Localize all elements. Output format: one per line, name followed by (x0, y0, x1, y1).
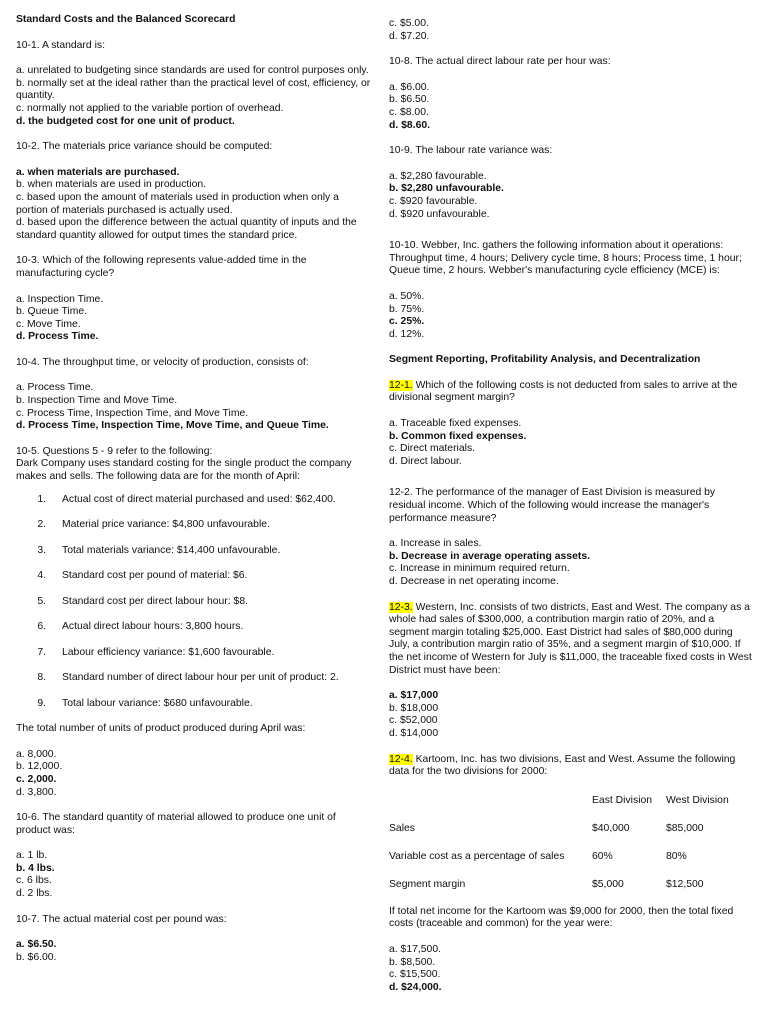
answer-option: c. normally not applied to the variable portion of overhead. (16, 102, 284, 114)
question-10-10 (389, 240, 754, 341)
answer-option: c. 25%. (389, 316, 425, 328)
answer-option: d. 12%. (389, 328, 425, 340)
answer-option: a. unrelated to budgeting since standards are used for control purposes only. (16, 65, 369, 77)
answer-option: a. Inspection Time. (16, 293, 104, 305)
question-stem: 10-1. A standard is: (16, 39, 105, 51)
answer-option: a. 50%. (389, 290, 425, 302)
answer-option: a. when materials are purchased. (16, 166, 180, 178)
table-header-cell (389, 788, 592, 816)
question-10-9 (389, 145, 754, 221)
question-stem: 10-2. The materials price variance should be computed: (16, 141, 273, 153)
table-row (389, 844, 754, 872)
option-list (16, 939, 371, 964)
highlighted-question-number: 12-4. (389, 753, 413, 765)
question-stem: 10-3. Which of the following represents value-added time in the manufacturing cycle? (16, 255, 307, 279)
fact-item (16, 596, 371, 622)
answer-option: a. $2,280 favourable. (389, 170, 487, 182)
fact-number: 1. (37, 493, 46, 505)
answer-option: d. Process Time, Inspection Time, Move Time, and Queue Time. (16, 420, 329, 432)
question-stem: 10-4. The throughput time, or velocity of production, consists of: (16, 356, 309, 368)
answer-option: a. Increase in sales. (389, 538, 482, 550)
fact-item (16, 647, 371, 673)
question-stem (389, 602, 754, 678)
option-list (389, 538, 754, 588)
answer-option: d. Process Time. (16, 331, 99, 343)
section-title-segment-reporting: Segment Reporting, Profitability Analysis, and Decentralization (389, 354, 701, 366)
question-stem (389, 380, 754, 405)
option-list (16, 167, 371, 243)
answer-option: c. 6 lbs. (16, 875, 52, 887)
answer-option: a. $6.50. (16, 939, 57, 951)
table-cell: $12,500 (666, 879, 704, 891)
table-cell: Segment margin (389, 879, 466, 891)
answer-option: c. Move Time. (16, 318, 81, 330)
fact-item (16, 519, 371, 545)
answer-option: d. $7.20. (389, 30, 430, 42)
option-list (389, 690, 754, 740)
answer-option: a. Traceable fixed expenses. (389, 418, 522, 430)
fact-list (16, 494, 371, 724)
question-10-7-continued (389, 18, 754, 43)
question-10-5 (16, 446, 371, 799)
table-row (389, 816, 754, 844)
option-list (16, 65, 371, 128)
answer-option: c. $52,000 (389, 715, 438, 727)
answer-option: b. Common fixed expenses. (389, 430, 527, 442)
fact-item (16, 621, 371, 647)
answer-option: d. 3,800. (16, 786, 57, 798)
answer-option: a. 1 lb. (16, 850, 48, 862)
table-cell: Variable cost as a percentage of sales (389, 851, 565, 863)
question-text: Western, Inc. consists of two districts, East and West. The company as a whole had sales of $300,000, a contribution margin ratio of 20%, and a segment margin totaling $25,000. East District had sales of $80,000 during July, a contribution margin ratio of 35%, and a segment margin of $10,000. If the net income of Western for July is $11,000, the traceable fixed costs in West District must have been: (389, 601, 752, 676)
answer-option: a. $6.00. (389, 81, 430, 93)
answer-option: b. $2,280 unfavourable. (389, 183, 504, 195)
answer-option: c. based upon the amount of materials used in production when only a portion of materials purchased is actually used. (16, 191, 339, 216)
answer-option: a. Process Time. (16, 382, 94, 394)
fact-number: 2. (37, 519, 46, 531)
table-cell: 60% (592, 851, 613, 863)
answer-option: c. $920 favourable. (389, 195, 478, 207)
fact-number: 6. (37, 621, 46, 633)
answer-option: d. Decrease in net operating income. (389, 576, 559, 587)
option-list (16, 850, 371, 900)
question-10-2 (16, 141, 371, 242)
fact-text: Total labour variance: $680 unfavourable. (62, 697, 253, 709)
highlighted-question-number: 12-1. (389, 379, 413, 391)
option-list (16, 749, 371, 799)
question-12-4 (389, 754, 754, 995)
question-10-3 (16, 255, 371, 344)
answer-option: d. $24,000. (389, 981, 442, 993)
fact-text: Labour efficiency variance: $1,600 favourable. (62, 646, 275, 658)
right-column (389, 18, 754, 1007)
answer-option: c. Increase in minimum required return. (389, 563, 570, 575)
question-stem-line-1: 10-5. Questions 5 - 9 refer to the following: (16, 445, 213, 457)
question-10-7 (16, 914, 371, 965)
fact-number: 8. (37, 672, 46, 684)
question-stem: 10-9. The labour rate variance was: (389, 145, 553, 157)
option-list (389, 82, 754, 132)
table-cell: $5,000 (592, 879, 624, 891)
question-stem: 10-7. The actual material cost per pound was: (16, 913, 227, 925)
option-list (389, 171, 754, 221)
question-10-6 (16, 812, 371, 901)
fact-text: Total materials variance: $14,400 unfavourable. (62, 544, 281, 556)
question-12-2 (389, 487, 754, 588)
answer-option: c. Direct materials. (389, 443, 476, 455)
answer-option: d. 2 lbs. (16, 888, 53, 900)
table-header-cell: West Division (666, 795, 729, 807)
answer-option: b. $18,000 (389, 702, 439, 714)
question-prompt: The total number of units of product produced during April was: (16, 723, 306, 735)
table-header-cell: East Division (592, 795, 653, 807)
question-12-1 (389, 380, 754, 469)
answer-option: c. $5.00. (389, 18, 429, 29)
table-row (389, 872, 754, 900)
question-12-3 (389, 602, 754, 741)
table-cell: $40,000 (592, 823, 630, 835)
answer-option: d. $14,000 (389, 727, 439, 739)
question-stem: 10-6. The standard quantity of material allowed to produce one unit of product was: (16, 812, 336, 836)
fact-item (16, 494, 371, 520)
option-list (389, 418, 754, 468)
answer-option: b. Decrease in average operating assets. (389, 550, 590, 562)
question-stem: 10-8. The actual direct labour rate per hour was: (389, 56, 611, 68)
table-header-row (389, 788, 754, 816)
option-list (389, 291, 754, 341)
fact-number: 4. (37, 570, 46, 582)
section-title-standard-costs: Standard Costs and the Balanced Scorecard (16, 14, 236, 25)
fact-item (16, 545, 371, 571)
question-text: Kartoom, Inc. has two divisions, East and West. Assume the following data for the two divisions for 2000: (389, 753, 736, 778)
fact-item (16, 672, 371, 698)
question-prompt: If total net income for the Kartoom was $9,000 for 2000, then the total fixed costs (traceable and common) for the year were: (389, 905, 734, 930)
answer-option: b. when materials are used in production. (16, 179, 207, 191)
fact-number: 7. (37, 646, 46, 658)
answer-option: a. $17,000 (389, 690, 439, 702)
question-10-8 (389, 56, 754, 132)
answer-option: d. the budgeted cost for one unit of product. (16, 115, 235, 127)
question-stem (389, 754, 754, 779)
answer-option: b. 12,000. (16, 761, 63, 773)
fact-item (16, 570, 371, 596)
answer-option: c. Process Time, Inspection Time, and Move Time. (16, 407, 249, 419)
answer-option: b. Queue Time. (16, 306, 88, 318)
fact-item (16, 698, 371, 724)
answer-option: b. 4 lbs. (16, 862, 55, 874)
fact-text: Actual direct labour hours: 3,800 hours. (62, 621, 244, 633)
question-10-1 (16, 40, 371, 129)
highlighted-question-number: 12-3. (389, 601, 413, 613)
answer-option: c. $8.00. (389, 106, 429, 118)
fact-number: 5. (37, 595, 46, 607)
table-cell: 80% (666, 851, 687, 863)
answer-option: a. $17,500. (389, 943, 441, 955)
answer-option: c. 2,000. (16, 773, 57, 785)
answer-option: b. $6.50. (389, 94, 430, 106)
answer-option: d. $8.60. (389, 119, 431, 131)
fact-text: Standard number of direct labour hour per unit of product: 2. (62, 672, 339, 684)
fact-number: 9. (37, 697, 46, 709)
answer-option: b. normally set at the ideal rather than the practical level of cost, efficiency, or quantity. (16, 77, 371, 102)
fact-text: Standard cost per pound of material: $6. (62, 570, 248, 582)
question-10-4 (16, 357, 371, 433)
answer-option: c. $15,500. (389, 969, 441, 981)
answer-option: b. $8,500. (389, 956, 436, 968)
fact-number: 3. (37, 544, 46, 556)
fact-text: Standard cost per direct labour hour: $8. (62, 595, 248, 607)
division-data-table (389, 788, 754, 900)
table-cell: $85,000 (666, 823, 704, 835)
option-list (389, 18, 754, 43)
question-text: Which of the following costs is not deducted from sales to arrive at the divisional segment margin? (389, 379, 738, 404)
question-stem: 10-10. Webber, Inc. gathers the following information about it operations: Throughput time, 4 hours; Delivery cycle time, 8 hours; Process time, 1 hour; Queue time, 2 hours. Webber's manufacturing cycle efficiency (MCE) is: (389, 240, 742, 277)
answer-option: b. 75%. (389, 303, 425, 315)
option-list (16, 294, 371, 344)
answer-option: d. based upon the difference between the actual quantity of inputs and the standard quantity allowed for output times the standard price. (16, 217, 357, 241)
fact-text: Actual cost of direct material purchased and used: $62,400. (62, 493, 336, 505)
question-stem: 12-2. The performance of the manager of East Division is measured by residual income. Which of the following would increase the manager's performance measure? (389, 487, 716, 524)
fact-text: Material price variance: $4,800 unfavourable. (62, 519, 270, 531)
table-cell: Sales (389, 823, 415, 835)
option-list (389, 944, 754, 994)
answer-option: b. Inspection Time and Move Time. (16, 395, 178, 407)
answer-option: b. $6.00. (16, 951, 57, 963)
answer-option: a. 8,000. (16, 748, 57, 760)
answer-option: d. Direct labour. (389, 455, 462, 467)
option-list (16, 382, 371, 432)
question-stem-line-2: Dark Company uses standard costing for the single product the company makes and sells. The following data are for the month of April: (16, 458, 352, 483)
answer-option: d. $920 unfavourable. (389, 208, 490, 220)
left-column (16, 14, 371, 977)
